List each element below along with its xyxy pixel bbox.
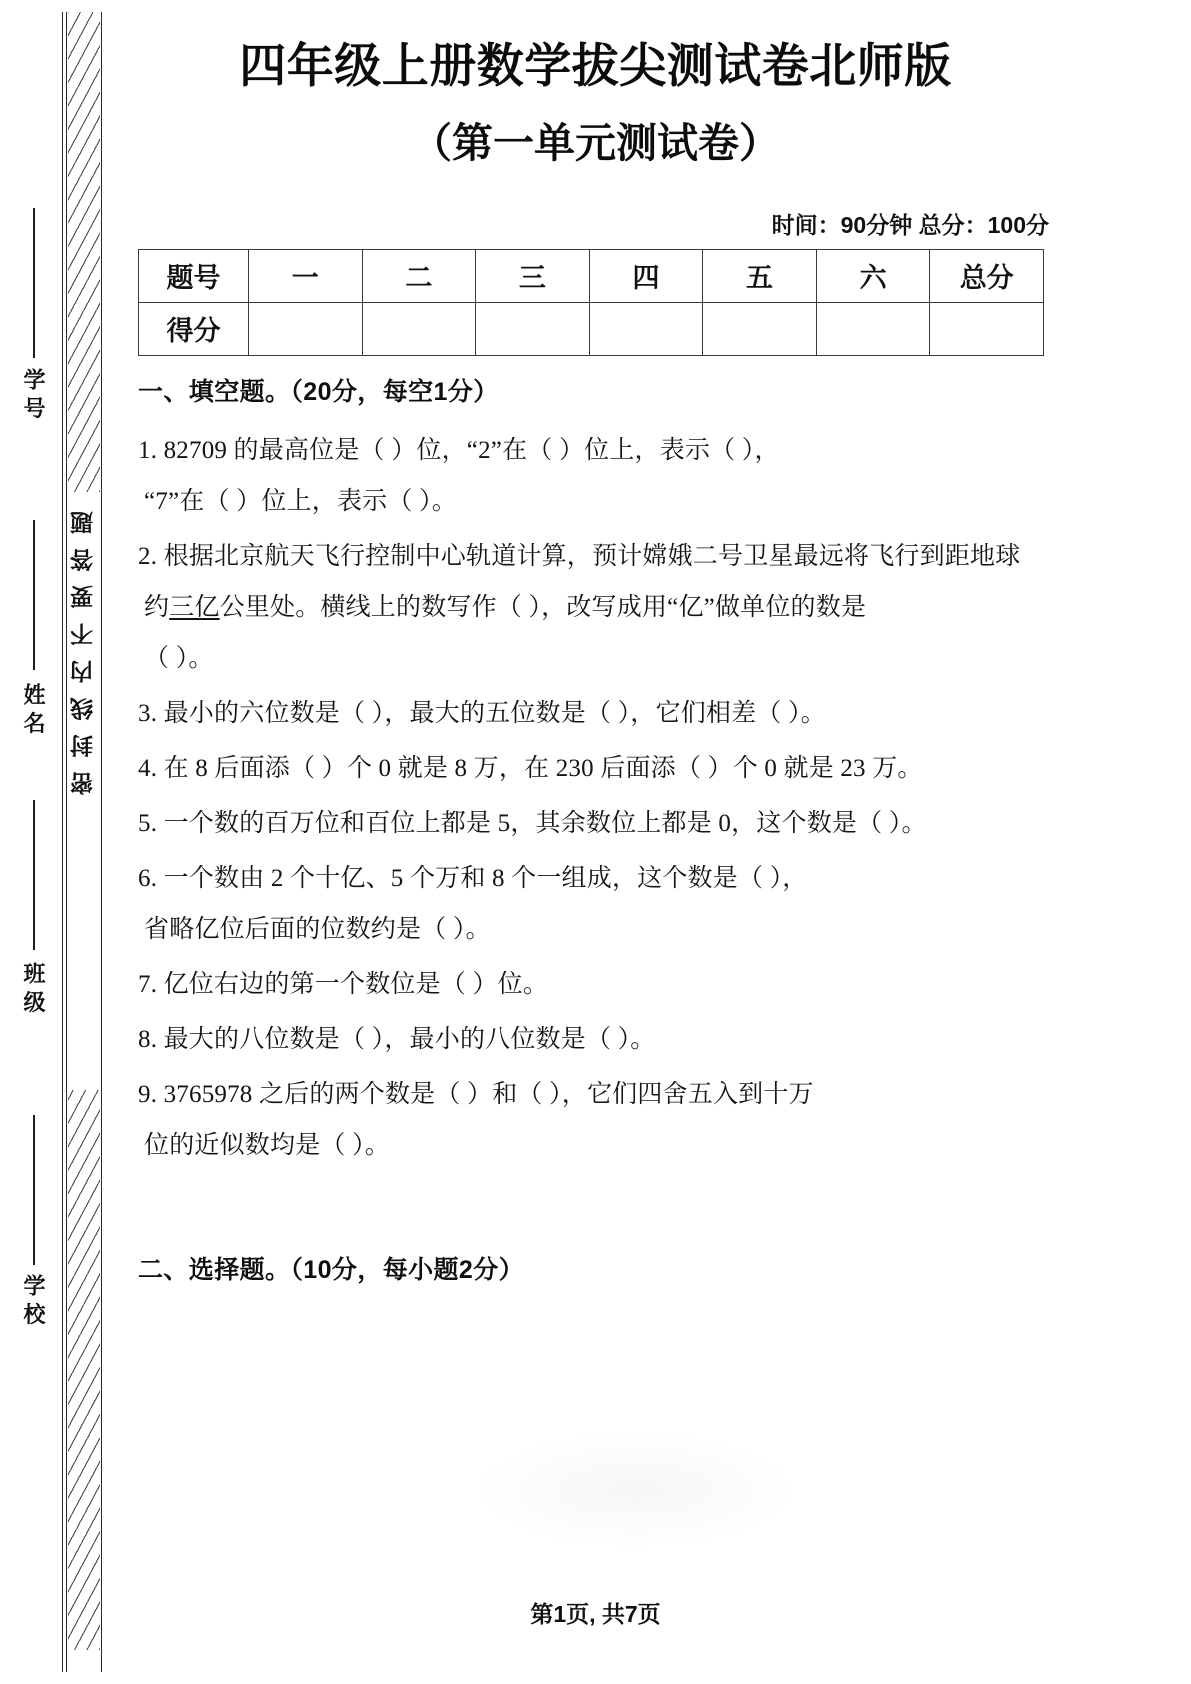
question-2-rest: 公里处。横线上的数写作（ ），改写成用“亿”做单位的数是: [219, 593, 867, 621]
question-1-line-2: “7”在（ ）位上，表示（ ）。: [144, 487, 457, 515]
score-table-col-4: 四: [589, 249, 703, 302]
question-1-line-1: 1. 82709 的最高位是（ ）位，“2”在（ ）位上，表示（ ），: [138, 436, 780, 464]
score-table-col-total: 总分: [930, 249, 1044, 302]
score-cell-2[interactable]: [362, 302, 476, 355]
seal-vertical-rule-outer: [62, 12, 63, 1672]
section-heading-multiple-choice: 二、选择题。（10分，每小题2分）: [138, 1255, 525, 1284]
seal-label-school: 学校: [21, 1274, 46, 1332]
seal-writeon-rule-1: [33, 208, 35, 358]
question-8: [138, 1027, 1053, 1052]
question-4-line-1: 4. 在 8 后面添（ ）个 0 就是 8 万，在 230 后面添（ ）个 0 就是 23 万。: [138, 754, 923, 782]
score-table-col-3: 三: [476, 249, 590, 302]
exam-content: [138, 0, 1053, 1286]
seal-writeon-rule-3: [33, 800, 35, 950]
page-title: 四年级上册数学拔尖测试卷北师版: [239, 39, 952, 92]
score-cell-total[interactable]: [930, 302, 1044, 355]
question-7-line-1: 7. 亿位右边的第一个数位是（ ）位。: [138, 970, 549, 998]
seal-writeon-rule-2: [33, 520, 35, 670]
score-cell-1[interactable]: [249, 302, 363, 355]
score-table-col-1: 一: [249, 249, 363, 302]
seal-writeon-rule-4: [33, 1115, 35, 1265]
page-subtitle: （第一单元测试卷）: [411, 120, 780, 167]
score-table: [138, 249, 1044, 356]
score-cell-6[interactable]: [816, 302, 930, 355]
question-2-line-1: 2. 根据北京航天飞行控制中心轨道计算，预计嫦娥二号卫星最远将飞行到距地球: [138, 542, 1021, 570]
question-2-underlined-term: 三亿: [169, 593, 220, 621]
question-2-line-2: [138, 595, 1053, 620]
question-2: [138, 544, 1053, 671]
exam-meta-info: 时间：90分钟 总分：100分: [771, 211, 1049, 238]
seal-vertical-rule-inner: [66, 12, 67, 1672]
scan-smudge: [470, 1430, 800, 1550]
score-table-col-2: 二: [362, 249, 476, 302]
table-row-scores: [139, 302, 1044, 355]
question-9-line-1: 9. 3765978 之后的两个数是（ ）和（ ），它们四舍五入到十万: [138, 1080, 814, 1108]
question-7: [138, 972, 1053, 997]
seal-vertical-rule-right: [101, 12, 102, 1672]
score-table-col-6: 六: [816, 249, 930, 302]
score-table-row-label-question: 题号: [139, 249, 249, 302]
question-6: [138, 866, 1053, 942]
seal-phrase-text: 密封线内不要答题: [71, 497, 96, 796]
section-heading-fill-in-blank: 一、填空题。（20分，每空1分）: [138, 377, 499, 406]
question-5: [138, 811, 1053, 836]
question-9: [138, 1082, 1053, 1158]
score-table-col-5: 五: [703, 249, 817, 302]
seal-label-name: 姓名: [21, 683, 46, 741]
seal-hatch-band-top: [68, 12, 100, 492]
page-footer: 第1页, 共7页: [530, 1601, 661, 1627]
seal-label-class: 班级: [21, 962, 46, 1020]
question-2-line-3: （ ）。: [144, 644, 214, 672]
seal-label-student-id: 学号: [21, 368, 46, 426]
score-cell-4[interactable]: [589, 302, 703, 355]
question-8-line-1: 8. 最大的八位数是（ ），最小的八位数是（ ）。: [138, 1025, 656, 1053]
question-9-line-2: 位的近似数均是（ ）。: [144, 1131, 390, 1159]
question-1: [138, 438, 1053, 514]
seal-binding-area: [0, 0, 130, 1684]
question-3: [138, 701, 1053, 726]
score-cell-5[interactable]: [703, 302, 817, 355]
question-6-line-1: 6. 一个数由 2 个十亿、5 个万和 8 个一组成，这个数是（ ），: [138, 864, 808, 892]
seal-hatch-band-bottom: [68, 1090, 100, 1650]
question-4: [138, 756, 1053, 781]
score-cell-3[interactable]: [476, 302, 590, 355]
question-3-line-1: 3. 最小的六位数是（ ），最大的五位数是（ ），它们相差（ ）。: [138, 699, 826, 727]
question-6-line-2: 省略亿位后面的位数约是（ ）。: [144, 915, 491, 943]
table-row-question-numbers: [139, 249, 1044, 302]
question-5-line-1: 5. 一个数的百万位和百位上都是 5，其余数位上都是 0，这个数是（ ）。: [138, 809, 927, 837]
score-table-row-label-score: 得分: [139, 302, 249, 355]
question-2-prefix: 约: [144, 593, 170, 621]
